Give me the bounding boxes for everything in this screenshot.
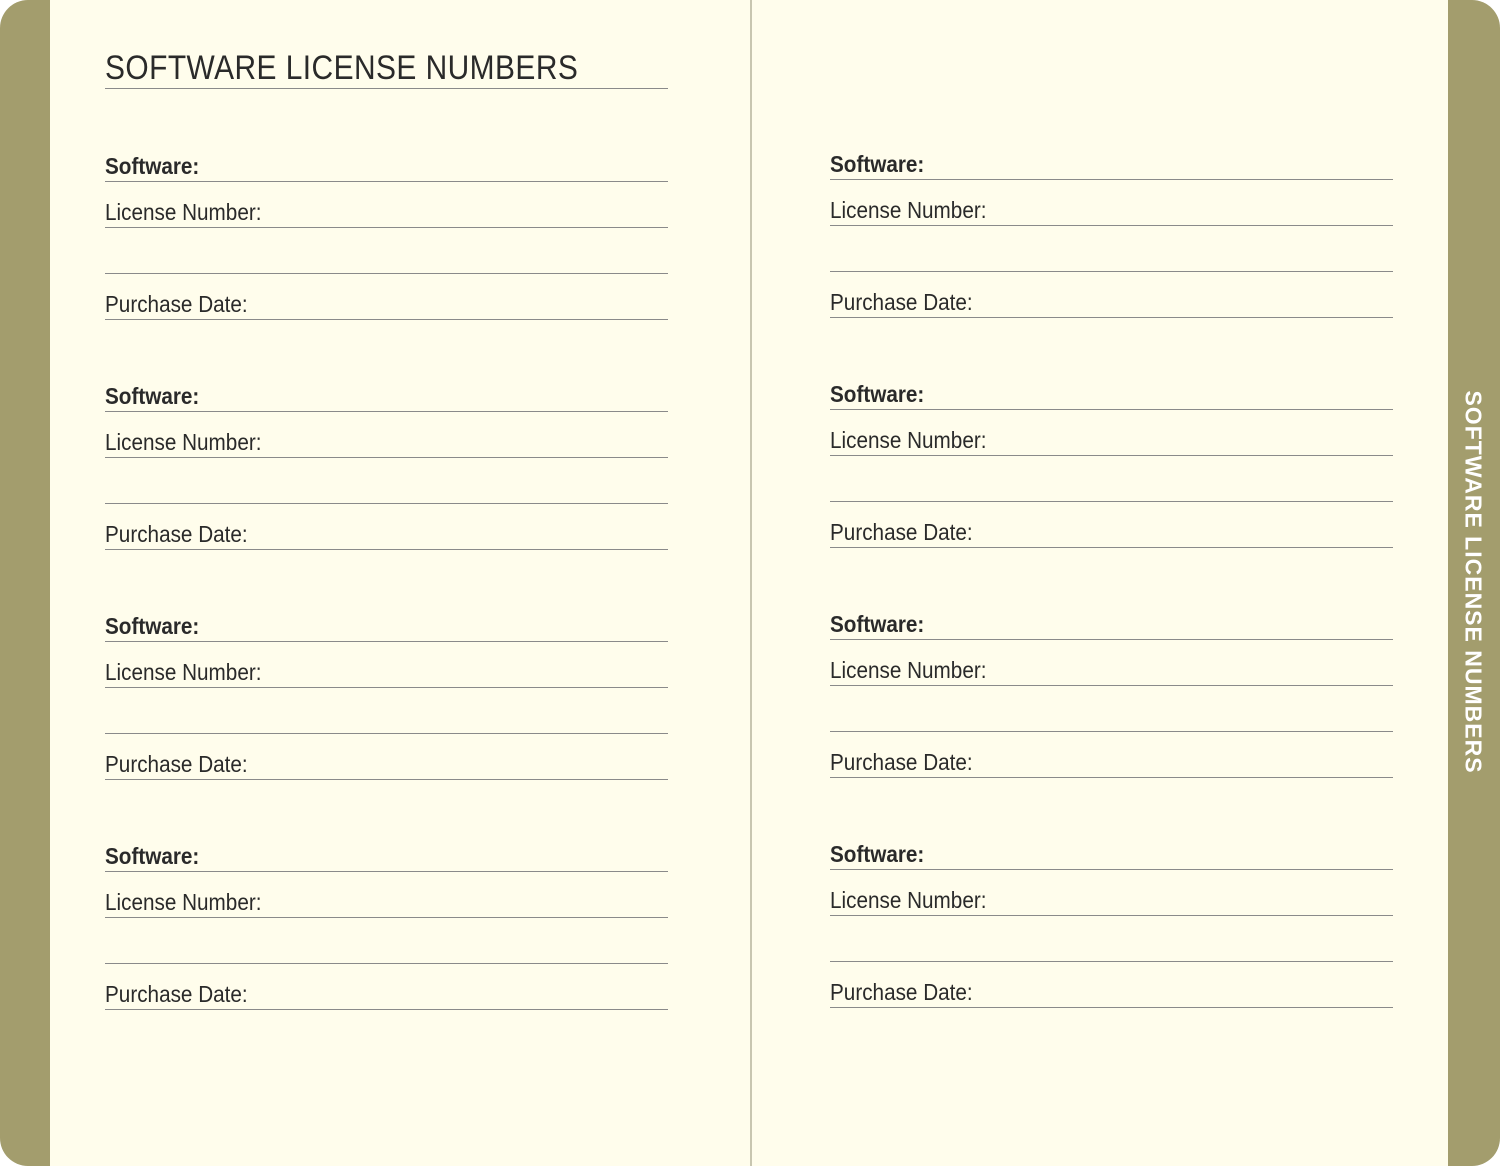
blank-line[interactable] [105,228,668,274]
license-number-line[interactable] [830,640,1393,686]
software-line[interactable] [105,596,668,642]
software-label: Software: [830,611,925,637]
purchase-date-label: Purchase Date: [105,291,248,317]
license-number-line[interactable] [105,872,668,918]
blank-line[interactable] [830,686,1393,732]
software-label: Software: [105,613,200,639]
software-label: Software: [105,383,200,409]
purchase-date-line[interactable] [830,272,1393,318]
license-number-line[interactable] [830,180,1393,226]
license-number-line[interactable] [830,410,1393,456]
software-line[interactable] [830,134,1393,180]
page-title-text: SOFTWARE LICENSE NUMBERS [105,49,579,87]
blank-line[interactable] [105,458,668,504]
software-line[interactable] [830,364,1393,410]
purchase-date-label: Purchase Date: [830,749,973,775]
blank-line[interactable] [105,918,668,964]
purchase-date-label: Purchase Date: [105,751,248,777]
license-number-label: License Number: [105,889,262,915]
license-number-line[interactable] [105,182,668,228]
software-line[interactable] [105,136,668,182]
purchase-date-line[interactable] [105,504,668,550]
software-line[interactable] [105,366,668,412]
license-number-label: License Number: [830,427,987,453]
purchase-date-line[interactable] [105,734,668,780]
blank-line[interactable] [830,456,1393,502]
license-number-line[interactable] [830,870,1393,916]
license-number-label: License Number: [830,887,987,913]
software-line[interactable] [105,826,668,872]
purchase-date-line[interactable] [105,964,668,1010]
software-label: Software: [105,843,200,869]
software-label: Software: [830,381,925,407]
license-number-label: License Number: [105,659,262,685]
license-number-label: License Number: [830,657,987,683]
software-label: Software: [830,841,925,867]
license-number-label: License Number: [105,429,262,455]
side-tab-label: SOFTWARE LICENSE NUMBERS [1460,390,1487,774]
purchase-date-line[interactable] [105,274,668,320]
purchase-date-label: Purchase Date: [830,519,973,545]
software-label: Software: [830,151,925,177]
purchase-date-label: Purchase Date: [105,981,248,1007]
blank-line[interactable] [830,916,1393,962]
license-number-label: License Number: [830,197,987,223]
purchase-date-line[interactable] [830,502,1393,548]
purchase-date-line[interactable] [830,962,1393,1008]
purchase-date-label: Purchase Date: [105,521,248,547]
blank-line[interactable] [105,688,668,734]
software-label: Software: [105,153,200,179]
purchase-date-line[interactable] [830,732,1393,778]
license-number-label: License Number: [105,199,262,225]
page-title [105,48,668,89]
software-line[interactable] [830,594,1393,640]
software-line[interactable] [830,824,1393,870]
purchase-date-label: Purchase Date: [830,979,973,1005]
license-number-line[interactable] [105,642,668,688]
blank-line[interactable] [830,226,1393,272]
book-spine [750,0,752,1166]
purchase-date-label: Purchase Date: [830,289,973,315]
license-number-line[interactable] [105,412,668,458]
